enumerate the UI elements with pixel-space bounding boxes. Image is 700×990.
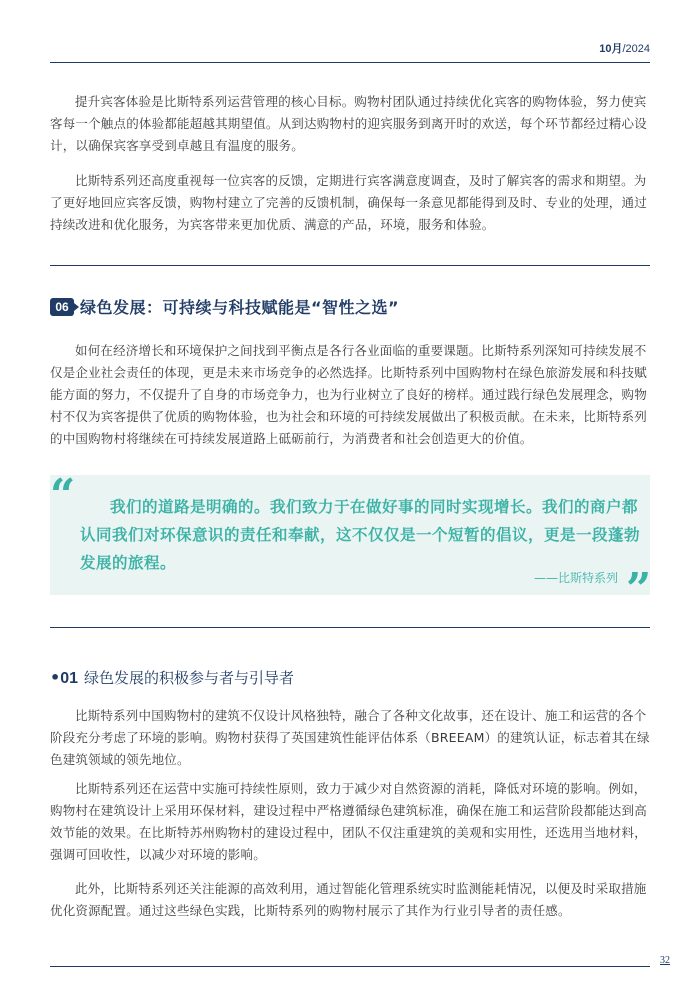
quote-text: 我们的道路是明确的。我们致力于在做好事的同时实现增长。我们的商户都认同我们对环保意识的责任和奉献，这不仅仅是一个短暂的倡议，更是一段蓬勃发展的旅程。 xyxy=(80,498,641,572)
date-separator: / xyxy=(622,43,626,55)
open-quote-icon: “ xyxy=(50,470,76,521)
issue-year: 2024 xyxy=(625,43,650,55)
section-number-badge: 06 xyxy=(50,298,74,316)
quote-author: ——比斯特系列 xyxy=(533,571,618,585)
section-divider-bottom xyxy=(50,627,650,628)
bullet-icon: • xyxy=(50,668,61,687)
close-quote-icon: ” xyxy=(626,564,652,615)
subsection-heading xyxy=(50,667,294,688)
section-title: 绿色发展：可持续与科技赋能是“智性之选” xyxy=(80,298,400,317)
intro-paragraph-2: 比斯特系列还高度重视每一位宾客的反馈，定期进行宾客满意度调查，及时了解宾客的需求和期望。为了更好地回应宾客反馈，购物村建立了完善的反馈机制，确保每一条意见都能得到及时、专业的处理，通过持续改进和优化服务，为宾客带来更加优质、满意的产品，环境，服务和体验。 xyxy=(50,173,647,232)
section-paragraph: 如何在经济增长和环境保护之间找到平衡点是各行各业面临的重要课题。比斯特系列深知可持续发展不仅是企业社会责任的体现，更是未来市场竞争的必然选择。比斯特系列中国购物村在绿色旅游发展和科技赋能方面的努力，不仅提升了自身的市场竞争力，也为行业树立了良好的榜样。通过践行绿色发展理念，购物村不仅为宾客提供了优质的购物体验，也为社会和环境的可持续发展做出了积极贡献。在未来，比斯特系列的中国购物村将继续在可持续发展道路上砥砺前行，为消费者和社会创造更大的价值。 xyxy=(50,343,647,446)
header-divider xyxy=(50,62,650,63)
page-number: 32 xyxy=(660,955,670,966)
subsection-paragraph-1: 比斯特系列中国购物村的建筑不仅设计风格独特，融合了各种文化故事，还在设计、施工和运营的各个阶段充分考虑了环境的影响。购物村获得了英国建筑性能评估体系（BREEAM）的建筑认证，标志着其在绿色建筑领域的领先地位。 xyxy=(50,708,650,767)
subsection-title: 绿色发展的积极参与者与引导者 xyxy=(84,669,295,687)
issue-date xyxy=(599,40,650,56)
subsection-paragraph-3: 此外，比斯特系列还关注能源的高效利用，通过智能化管理系统实时监测能耗情况，以便及时采取措施优化资源配置。通过这些绿色实践，比斯特系列的购物村展示了其作为行业引导者的责任感。 xyxy=(50,881,647,918)
footer-divider xyxy=(50,966,650,967)
subsection-number: 01 xyxy=(60,670,79,687)
intro-paragraph-1: 提升宾客体验是比斯特系列运营管理的核心目标。购物村团队通过持续优化宾客的购物体验，努力使宾客每一个触点的体验都能超越其期望值。从到达购物村的迎宾服务到离开时的欢送，每个环节都经过精心设计，以确保宾客享受到卓越且有温度的服务。 xyxy=(50,94,647,153)
section-divider-top xyxy=(50,265,650,266)
issue-month: 10月 xyxy=(599,43,623,55)
subsection-paragraph-2: 比斯特系列还在运营中实施可持续性原则，致力于减少对自然资源的消耗，降低对环境的影响。例如，购物村在建筑设计上采用环保材料，建设过程中严格遵循绿色建筑标准，确保在施工和运营阶段都能达到高效节能的效果。在比斯特苏州购物村的建设过程中，团队不仅注重建筑的美观和实用性，还选用当地材料，强调可回收性，以减少对环境的影响。 xyxy=(50,781,647,862)
